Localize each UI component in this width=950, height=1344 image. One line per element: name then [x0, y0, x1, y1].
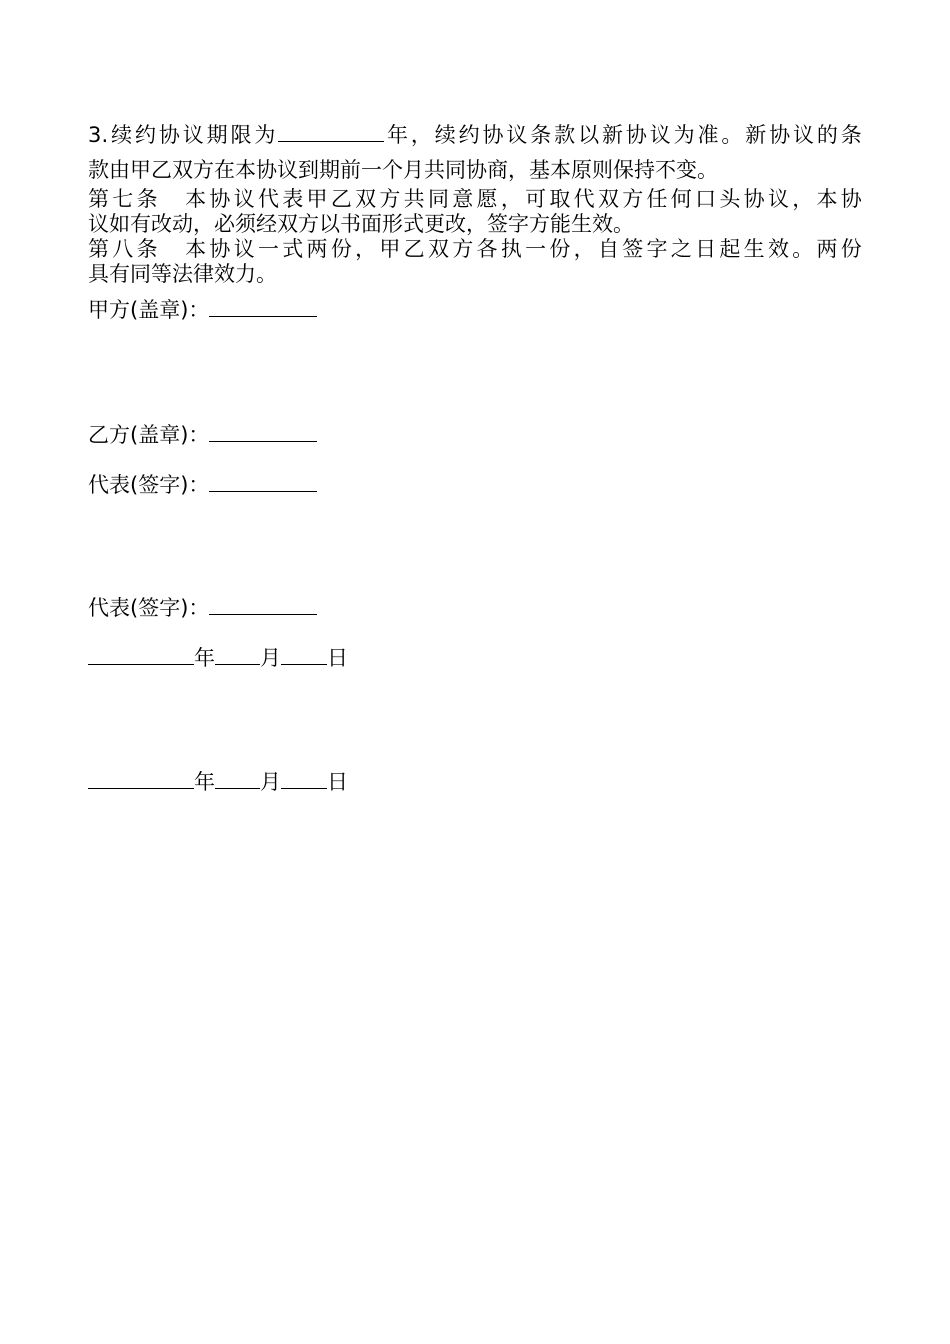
date-a-day-blank [281, 645, 327, 665]
rep-a-sign-line [88, 472, 317, 498]
date-b-year-label: 年 [194, 770, 215, 794]
party-b-seal-line [88, 422, 317, 448]
rep-a-sign-blank [209, 472, 317, 492]
party-a-seal-label: 甲方(盖章)： [88, 298, 210, 322]
date-a-year-blank [88, 645, 194, 665]
clause8-line1: 第八条 本协议一式两份，甲乙双方各执一份，自签字之日起生效。两份 [88, 237, 862, 261]
date-b-month-blank [215, 769, 260, 789]
clause8-line2: 具有同等法律效力。 [88, 262, 277, 286]
party-a-seal-blank [209, 297, 317, 317]
date-b-day-label: 日 [327, 770, 348, 794]
clause6-item3-line2: 款由甲乙双方在本协议到期前一个月共同协商，基本原则保持不变。 [88, 158, 718, 182]
date-a-year-label: 年 [194, 646, 215, 670]
rep-b-sign-line [88, 595, 317, 621]
date-a-day-label: 日 [327, 646, 348, 670]
date-line-b [88, 769, 348, 795]
date-a-month-label: 月 [260, 646, 281, 670]
date-b-year-blank [88, 769, 194, 789]
renewal-term-blank [278, 122, 384, 142]
date-b-month-label: 月 [260, 770, 281, 794]
clause7-line1: 第七条 本协议代表甲乙双方共同意愿，可取代双方任何口头协议，本协 [88, 187, 862, 211]
rep-b-sign-label: 代表(签字)： [88, 596, 210, 620]
date-line-a [88, 645, 348, 671]
clause7-line2: 议如有改动，必须经双方以书面形式更改，签字方能生效。 [88, 212, 634, 236]
party-a-seal-line [88, 297, 317, 323]
rep-a-sign-label: 代表(签字)： [88, 473, 210, 497]
party-b-seal-blank [209, 422, 317, 442]
clause6-item3-line1 [88, 122, 862, 148]
rep-b-sign-blank [209, 595, 317, 615]
date-b-day-blank [281, 769, 327, 789]
date-a-month-blank [215, 645, 260, 665]
clause6-item3-suffix: 年，续约协议条款以新协议为准。新协议的条 [384, 123, 862, 147]
clause6-item3-prefix: 3.续约协议期限为 [88, 123, 279, 147]
party-b-seal-label: 乙方(盖章)： [88, 423, 210, 447]
